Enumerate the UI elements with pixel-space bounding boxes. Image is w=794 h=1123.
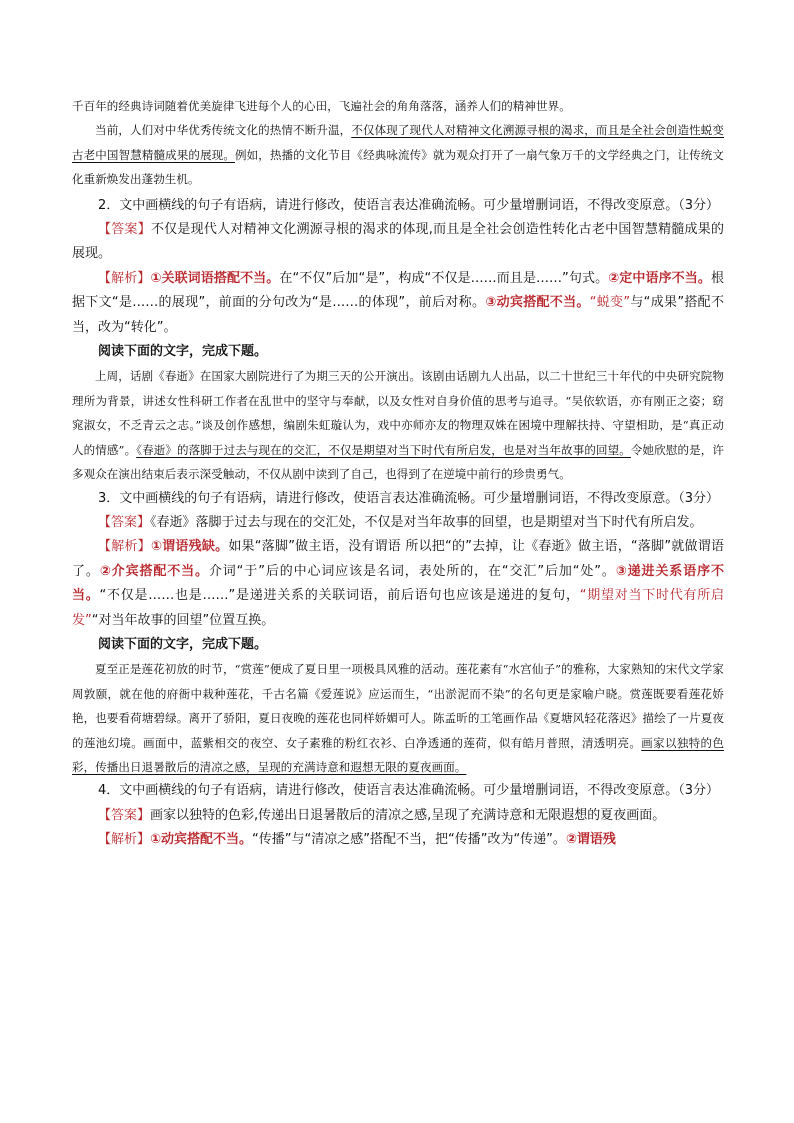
analysis-3-point-1: ①谓语残缺。 — [150, 539, 229, 555]
analysis-3 — [72, 535, 724, 633]
answer-tag: 【答案】 — [98, 222, 151, 238]
section-heading-3: 阅读下面的文字，完成下题。 — [98, 636, 268, 652]
answer-tag: 【答案】 — [98, 514, 151, 530]
analysis-4 — [72, 828, 724, 852]
analysis-3-point-3: ③递进关系语序不当。 — [72, 563, 724, 604]
document-page — [72, 94, 724, 853]
analysis-2 — [72, 267, 724, 340]
analysis-2-text-2: 根据下文“是……的展现”，前面的分句改为“是……的体现”，前后对称。 — [72, 270, 724, 311]
passage-3-start: 夏至正是莲花初放的时节，“赏莲”便成了夏日里一项极具风雅的活动。莲花素有“水宫仙子”的雅称，大家熟知的宋代文学家周敦颐，就在他的府衙中栽种莲花，千古名篇《爱莲说》应运而生，“出淤泥而不染”的名句更是家喻户晓。赏莲既要看莲花娇艳，也要看荷塘碧绿。离开了骄阳，夏日夜晚的莲花也同样娇媚可人。陈孟昕的工笔画作品《夏塘风轻花落迟》描绘了一片夏夜的莲池幻境。画面中，蓝紫相交的夜空、女子素雅的粉红衣衫、白净透通的莲荷，似有皓月普照，清透明亮。 — [72, 662, 724, 750]
analysis-4-point-1: ①动宾搭配不当。 — [150, 832, 253, 848]
analysis-3-text-3: “不仅是……也是……”是递进关系的关联词语，前后语句也应该是递进的复句， — [99, 588, 580, 604]
analysis-2-text-3: “蜕变” — [589, 295, 631, 311]
question-2: 2．文中画横线的句子有语病，请进行修改，使语言表达准确流畅。可少量增删词语，不得改变原意。（3分） — [98, 197, 720, 213]
passage-1 — [72, 94, 724, 192]
analysis-3-text-2: 介词“于”后的中心词应该是名词，表处所的，在“交汇”后加“处”。 — [208, 563, 616, 579]
answer-4 — [72, 804, 724, 828]
analysis-3-text-4: “期望对当下时代有所启发” — [72, 588, 724, 628]
answer-3-text: 《春逝》落脚于过去与现在的交汇处，不仅是对当年故事的回望，也是期望对当下时代有所启发。 — [150, 514, 703, 530]
analysis-tag: 【解析】 — [98, 270, 151, 286]
analysis-3-text-5: “对当年故事的回望”位置互换。 — [91, 612, 275, 628]
analysis-3-text-1: 如果“落脚”做主语，没有谓语 所以把“的”去掉，让《春逝》做主语，“落脚”就做谓语了。 — [72, 539, 724, 579]
question-4: 4．文中画横线的句子有语病，请进行修改，使语言表达准确流畅。可少量增删词语，不得改变原意。（3分） — [98, 783, 720, 799]
passage-1-p2-end: 例如，热播的文化节目《经典咏流传》就为观众打开了一扇气象万千的文学经典之门，让传统文化重新焕发出蓬勃生机。 — [72, 147, 724, 187]
section-heading-2: 阅读下面的文字，完成下题。 — [98, 344, 268, 360]
analysis-2-text-4: 与“成果”搭配不当，改为“转化”。 — [72, 295, 724, 335]
answer-3 — [72, 511, 724, 535]
answer-tag: 【答案】 — [98, 807, 151, 823]
answer-2 — [72, 218, 724, 267]
analysis-2-point-3: ③动宾搭配不当。 — [485, 295, 590, 311]
analysis-4-point-2: ②谓语残 — [565, 832, 616, 848]
passage-1-line-1: 千百年的经典诗词随着优美旋律飞进每个人的心田，飞遍社会的角角落落，涵养人们的精神世界。 — [72, 99, 571, 113]
analysis-4-text-1: “传播”与“清凉之感”搭配不当，把“传播”改为“传递”。 — [252, 832, 566, 848]
analysis-tag: 【解析】 — [98, 832, 151, 848]
answer-2-text: 不仅是现代人对精神文化溯源寻根的渴求的体现,而且是全社会创造性转化古老中国智慧精髓成果的展现。 — [72, 222, 724, 262]
passage-2 — [72, 364, 724, 486]
analysis-2-text-1: 在“不仅”后加“是”，构成“不仅是……而且是……”句式。 — [279, 270, 609, 286]
passage-2-end: 令她欣慰的是，许多观众在演出结束后表示深受触动，不仅从剧中读到了自己，也得到了在逆境中前行的珍贵勇气。 — [72, 442, 724, 482]
underlined-sentence-q3: 《春逝》的落脚于过去与现在的交汇，不仅是期望对当下时代有所启发，也是对当年故事的回望。 — [136, 442, 631, 457]
analysis-2-point-2: ②定中语序不当。 — [608, 270, 711, 286]
analysis-2-point-1: ①关联词语搭配不当。 — [150, 270, 280, 286]
analysis-tag: 【解析】 — [98, 539, 151, 555]
question-3: 3．文中画横线的句子有语病，请进行修改，使语言表达准确流畅。可少量增删词语，不得改变原意。（3分） — [98, 490, 720, 506]
analysis-3-point-2: ②介宾搭配不当。 — [99, 563, 209, 579]
underlined-sentence-q2: 不仅体现了现代人对精神文化溯源寻根的渴求，而且是全社会创造性蜕变古老中国智慧精髓成果的展现。 — [72, 123, 724, 162]
answer-4-text: 画家以独特的色彩,传递出日退暑散后的清凉之感,呈现了充满诗意和无限遐想的夏夜画面。 — [150, 807, 666, 823]
passage-1-p2-start: 当前，人们对中华优秀传统文化的热情不断升温， — [95, 123, 352, 138]
passage-3 — [72, 657, 724, 779]
passage-2-start: 上周，话剧《春逝》在国家大剧院进行了为期三天的公开演出。该剧由话剧九人出品，以二十世纪三十年代的中央研究院物理所为背景，讲述女性科研工作者在乱世中的坚守与奉献，以及女性对自身价值的思考与追寻。“吴依软语，亦有刚正之姿；窈窕淑女，不乏青云之志。”谈及创作感想，编剧朱虹璇认为，戏中亦师亦友的物理双姝在困境中理解扶持、守望相助，是“真正动人的情感”。 — [72, 369, 724, 457]
underlined-sentence-q4: 画家以独特的色彩，传播出日退暑散后的清凉之感，呈现的充满诗意和遐想无限的夏夜画面。 — [72, 735, 725, 774]
